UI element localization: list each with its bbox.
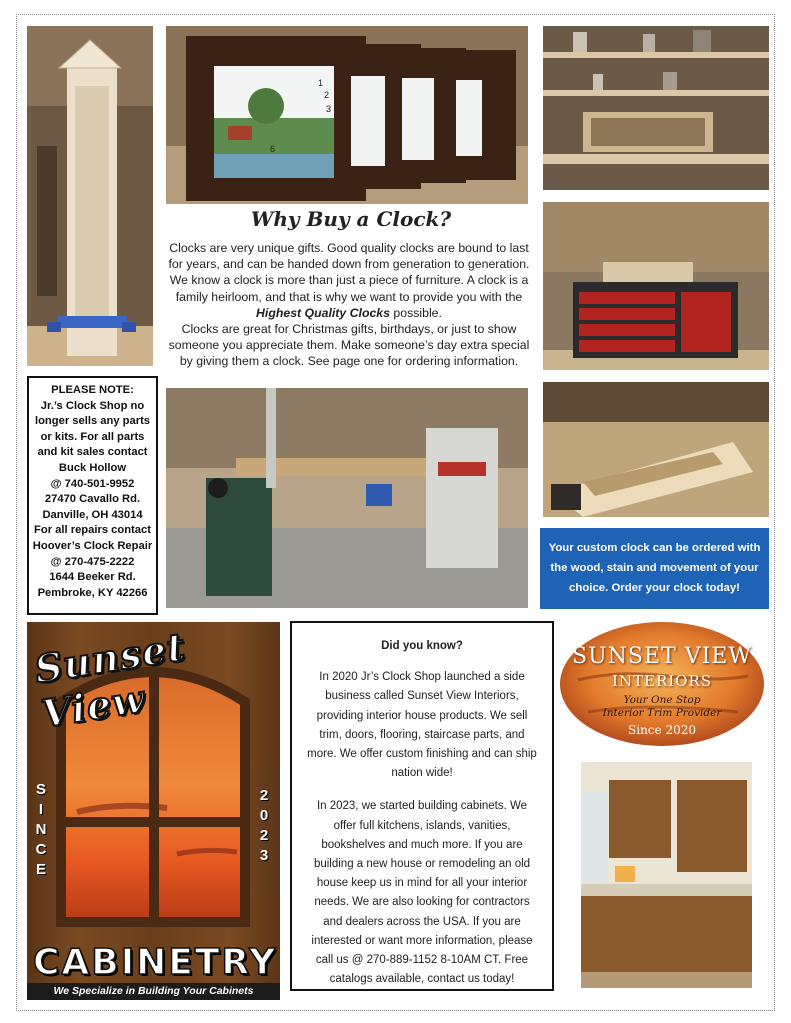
cabinetry-brand: CABINETRY: [33, 942, 278, 983]
cabinetry-tagline: We Specialize in Building Your Cabinets: [27, 983, 280, 1000]
note-line: Pembroke, KY 42266: [37, 586, 148, 599]
tool-chest-photo: [543, 202, 769, 370]
why-buy-paragraph-1: [166, 240, 532, 321]
note-line: For all repairs contact: [34, 524, 151, 537]
did-you-know-box: [290, 621, 554, 991]
note-line: 1644 Beeker Rd.: [49, 571, 136, 584]
mantel-clocks-photo: [166, 26, 528, 204]
shop-interior-photo: [166, 388, 528, 608]
since-letter: S: [35, 781, 46, 798]
logo-interiors: INTERIORS: [611, 672, 713, 690]
note-line: Danville, OH 43014: [42, 508, 143, 521]
since-letter: N: [35, 821, 47, 838]
note-line: Hoover’s Clock Repair: [32, 539, 153, 552]
did-you-know-paragraph-2: In 2023, we started building cabinets. We offer full kitchens, islands, vanities, bookshelves and much more. If you are building a new house or remodeling an old house keep us in mind for all your interior needs. We are also looking for contractors and dealers across the USA. If you are interested or want more information, please call us @ 270-889-1152 8-10AM CT. Free catalogs available, contact us today!: [311, 800, 533, 986]
note-line: Jr.’s Clock Shop no: [40, 399, 145, 412]
since-letter: E: [35, 861, 46, 878]
dial-number: 2: [324, 90, 330, 100]
note-line: and kit sales contact: [37, 446, 148, 459]
why-buy-text: Clocks are very unique gifts. Good quality clocks are bound to last for years, and can be handed down from generation to generation. We know a clock is more than just a piece of furniture. A clock is a family heirloom, and that is why we want to provide you with the: [168, 241, 530, 304]
note-line: @ 270-475-2222: [50, 555, 135, 568]
why-buy-text: possible.: [389, 305, 442, 320]
kitchen-cabinets-photo: [581, 762, 752, 988]
dial-number: 1: [318, 78, 324, 88]
year-vertical-label: [256, 786, 272, 866]
clock-case-workshop-photo: [27, 26, 153, 366]
highest-quality-emphasis: Highest Quality Clocks: [256, 305, 390, 320]
why-buy-heading: Why Buy a Clock?: [250, 207, 452, 231]
please-note-box: [27, 376, 158, 615]
did-you-know-heading: Did you know?: [381, 640, 463, 652]
note-line: longer sells any parts: [34, 415, 151, 428]
note-line: 27470 Cavallo Rd.: [44, 493, 141, 506]
sunset-view-interiors-logo: [558, 620, 766, 748]
since-vertical-label: [33, 780, 49, 880]
since-letter: C: [35, 841, 47, 858]
note-line: PLEASE NOTE:: [51, 384, 134, 396]
logo-tagline: [558, 694, 766, 720]
custom-clock-callout: Your custom clock can be ordered with the wood, stain and movement of your choice. Order your clock today!: [540, 528, 769, 609]
year-digit: 2: [259, 827, 269, 844]
logo-sunset-view: SUNSET VIEW: [572, 644, 752, 669]
why-buy-body: [166, 240, 532, 370]
year-digit: 2: [259, 787, 269, 804]
dial-number: 6: [270, 144, 276, 154]
since-letter: I: [38, 801, 44, 818]
dial-number: 3: [326, 104, 332, 114]
workshop-shelves-photo: [543, 26, 769, 190]
note-line: @ 740-501-9952: [50, 477, 135, 490]
sunset-view-title: Sunset View: [31, 623, 189, 737]
why-buy-paragraph-2: Clocks are great for Christmas gifts, birthdays, or just to show someone you appreciate them. Make someone’s day extra special by giving them a clock. See page one for ordering information.: [168, 322, 530, 369]
logo-tagline-line-2: Interior Trim Provider: [602, 707, 722, 719]
did-you-know-paragraph-1: In 2020 Jr’s Clock Shop launched a side business called Sunset View Interiors, providing interior house products. We sell trim, doors, flooring, staircase parts, and more. We offer custom finishing and can ship nation wide!: [307, 671, 537, 780]
logo-tagline-line-1: Your One Stop: [623, 694, 701, 706]
year-digit: 3: [259, 847, 269, 864]
note-line: Buck Hollow: [58, 461, 127, 474]
cabinetry-poster: [27, 622, 280, 1000]
note-line: or kits. For all parts: [40, 430, 145, 443]
logo-since: Since 2020: [628, 723, 696, 737]
year-digit: 0: [259, 807, 269, 824]
wood-frame-photo: [543, 382, 769, 517]
